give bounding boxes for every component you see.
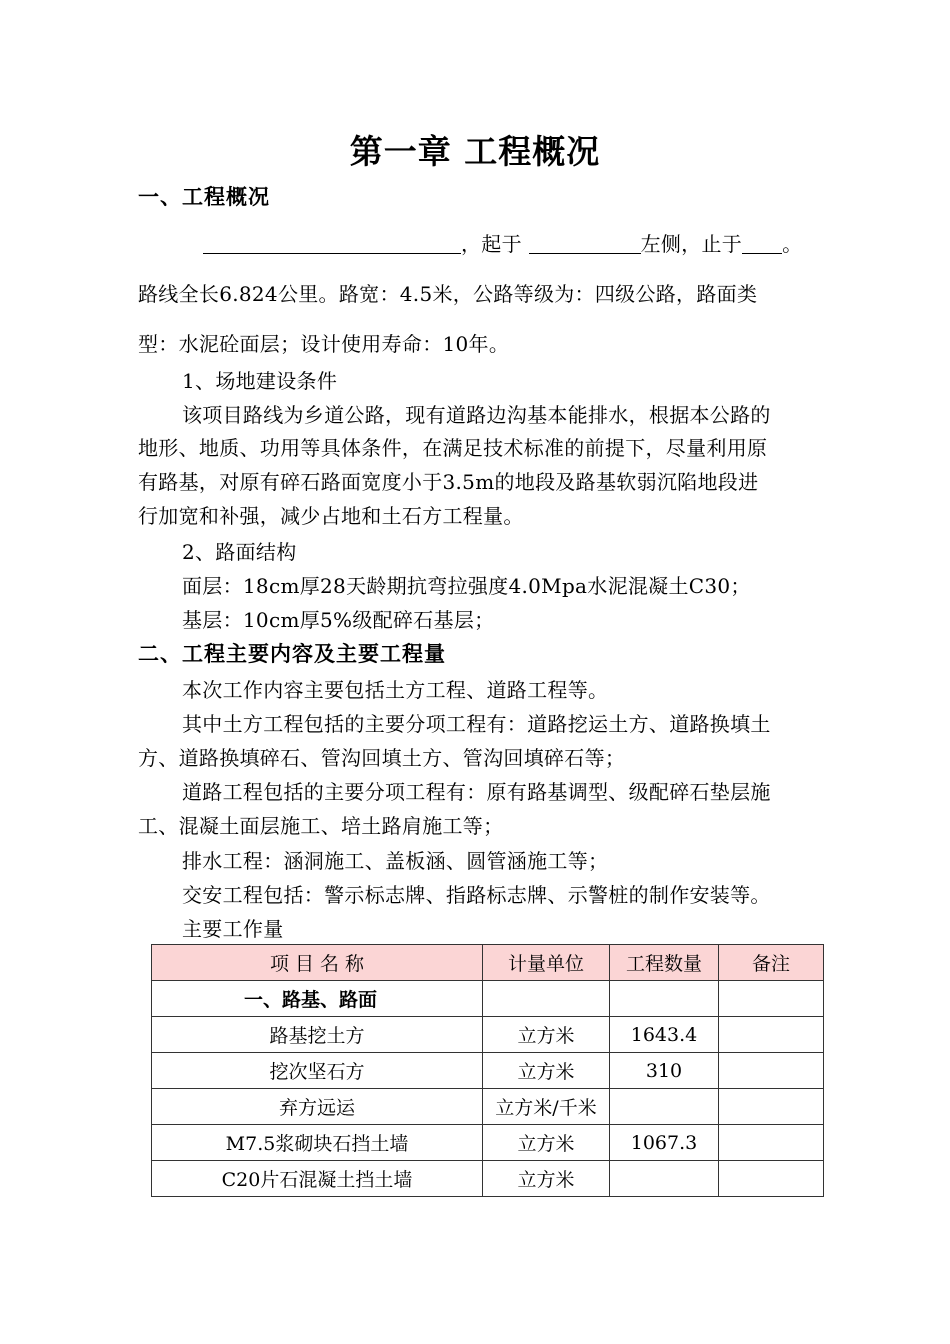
table-header-row xyxy=(152,945,824,981)
table-cell: C20片石混凝土挡土墙 xyxy=(152,1161,483,1197)
table-cell: 1067.3 xyxy=(610,1125,719,1161)
base-layer-line: 基层：10cm厚5%级配碎石基层； xyxy=(182,608,495,632)
table-cell: 立方米 xyxy=(483,1017,610,1053)
site-para-line: 行加宽和补强，减少占地和土石方工程量。 xyxy=(138,504,524,528)
table-row xyxy=(152,1125,824,1161)
subheading-site-conditions: 1、场地建设条件 xyxy=(182,369,338,393)
workload-caption: 主要工作量 xyxy=(182,917,284,941)
header-item-name: 项 目 名 称 xyxy=(152,945,483,981)
earthwork-line: 其中土方工程包括的主要分项工程有：道路挖运土方、道路换填土 xyxy=(182,712,771,736)
table-cell: M7.5浆砌块石挡土墙 xyxy=(152,1125,483,1161)
route-start-blank xyxy=(529,233,641,254)
earthwork-line: 方、道路换填碎石、管沟回填土方、管沟回填碎石等； xyxy=(138,746,626,770)
site-para-line: 该项目路线为乡道公路，现有道路边沟基本能排水，根据本公路的 xyxy=(182,403,771,427)
chapter-title: 第一章 工程概况 xyxy=(349,132,601,171)
table-cell xyxy=(719,1161,824,1197)
table-cell: 弃方远运 xyxy=(152,1089,483,1125)
surface-type-line: 型：水泥砼面层；设计使用寿命：10年。 xyxy=(138,332,510,356)
surface-layer-line: 面层：18cm厚28天龄期抗弯拉强度4.0Mpa水泥混凝土C30； xyxy=(182,574,751,598)
route-length-line: 路线全长6.824公里。路宽：4.5米，公路等级为：四级公路，路面类 xyxy=(138,282,758,306)
table-cell: 立方米/千米 xyxy=(483,1089,610,1125)
table-cell xyxy=(719,981,824,1017)
work-content-line: 本次工作内容主要包括土方工程、道路工程等。 xyxy=(182,678,609,702)
table-cell xyxy=(719,1125,824,1161)
table-cell xyxy=(610,1089,719,1125)
table-cell xyxy=(719,1017,824,1053)
section2-heading: 二、工程主要内容及主要工程量 xyxy=(138,642,446,666)
route-start-text: ，起于 xyxy=(461,232,529,256)
table-row xyxy=(152,1089,824,1125)
table-cell xyxy=(483,981,610,1017)
table-cell: 挖次坚石方 xyxy=(152,1053,483,1089)
table-cell: 1643.4 xyxy=(610,1017,719,1053)
table-row xyxy=(152,1053,824,1089)
table-cell xyxy=(719,1053,824,1089)
drainage-line: 排水工程：涵洞施工、盖板涵、圆管涵施工等； xyxy=(182,849,609,873)
table-cell xyxy=(719,1089,824,1125)
site-para-line: 有路基，对原有碎石路面宽度小于3.5m的地段及路基软弱沉陷地段进 xyxy=(138,470,759,494)
route-end-blank xyxy=(742,233,782,254)
route-end-text: 左侧，止于 xyxy=(640,232,743,256)
table-cell: 立方米 xyxy=(483,1125,610,1161)
table-cell: 立方米 xyxy=(483,1053,610,1089)
table-cell xyxy=(610,981,719,1017)
workload-table xyxy=(151,944,824,1197)
subheading-pavement-structure: 2、路面结构 xyxy=(182,540,297,564)
route-line-end: 。 xyxy=(782,232,803,256)
table-section-row xyxy=(152,981,824,1017)
route-name-blank xyxy=(203,233,461,254)
section-cell: 一、路基、路面 xyxy=(152,981,483,1017)
roadwork-line: 工、混凝土面层施工、培土路肩施工等； xyxy=(138,814,504,838)
table-row xyxy=(152,1017,824,1053)
header-remark: 备注 xyxy=(719,945,824,981)
section1-heading: 一、工程概况 xyxy=(138,185,270,209)
header-unit: 计量单位 xyxy=(483,945,610,981)
route-line xyxy=(203,228,903,257)
traffic-safety-line: 交安工程包括：警示标志牌、指路标志牌、示警桩的制作安装等。 xyxy=(182,883,771,907)
table-cell: 310 xyxy=(610,1053,719,1089)
roadwork-line: 道路工程包括的主要分项工程有：原有路基调型、级配碎石垫层施 xyxy=(182,780,771,804)
table-cell: 路基挖土方 xyxy=(152,1017,483,1053)
table-cell xyxy=(610,1161,719,1197)
header-quantity: 工程数量 xyxy=(610,945,719,981)
table-row xyxy=(152,1161,824,1197)
site-para-line: 地形、地质、功用等具体条件，在满足技术标准的前提下，尽量利用原 xyxy=(138,436,768,460)
table-cell: 立方米 xyxy=(483,1161,610,1197)
